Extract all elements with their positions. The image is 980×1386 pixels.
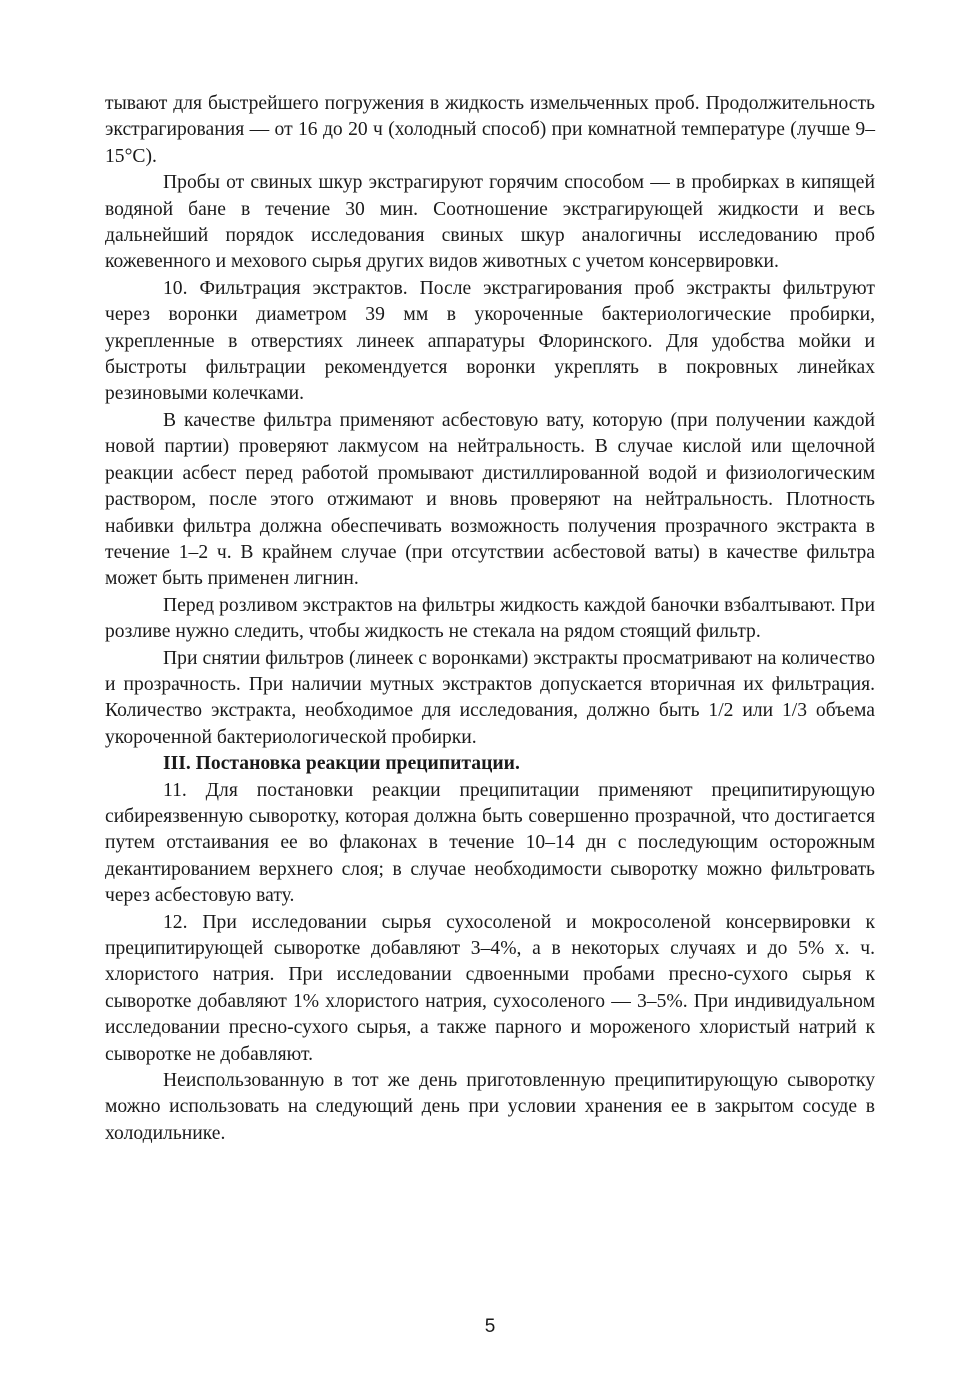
paragraph-filtration-10: 10. Фильтрация экстрактов. После экстрагирования проб экстракты фильтруют через воронки диаметром 39 мм в укороченные бактериологические пробирки, укрепленные в отверстиях линеек аппаратуры Флоринского. Для удобства мойки и быстроты фильтрации рекомендуется воронки укреплять в покровных линейках резиновыми колечками. bbox=[105, 277, 875, 405]
paragraph-filter-material: В качестве фильтра применяют асбестовую вату, которую (при получении каждой новой партии) проверяют лакмусом на нейтральность. В случае кислой или щелочной реакции асбест перед работой промывают дистиллированной водой и физиологическим раствором, после этого отжимают и вновь проверяют на нейтральность. Плотность набивки фильтра должна обеспечивать возможность получения прозрачного экстракта в течение 1–2 ч. В крайнем случае (при отсутствии асбестовой ваты) в качестве фильтра может быть применен лигнин. bbox=[105, 409, 875, 590]
paragraph-filter-removal: При снятии фильтров (линеек с воронками) экстракты просматривают на количество и прозрачность. При наличии мутных экстрактов допускается вторичная их фильтрация. Количество экстракта, необходимое для исследования, должно быть 1/2 или 1/3 объема укороченной бактериологической пробирки. bbox=[105, 647, 875, 748]
paragraph-serum-11: 11. Для постановки реакции преципитации применяют преципитирующую сибиреязвенную сыворотку, которая должна быть совершенно прозрачной, что достигается путем отстаивания ее во флаконах в течение 10–14 дн с последующим осторожным декантированием верхнего слоя; в случае необходимости сыворотку можно фильтровать через асбестовую вату. bbox=[105, 779, 875, 907]
section-heading: III. Постановка реакции преципитации. bbox=[163, 753, 520, 775]
document-page bbox=[105, 91, 875, 1147]
paragraph-unused-serum: Неиспользованную в тот же день приготовленную преципитирующую сыворотку можно использовать на следующий день при условии хранения ее в закрытом сосуде в холодильнике. bbox=[105, 1070, 875, 1144]
paragraph-pig-skins: Пробы от свиных шкур экстрагируют горячим способом — в пробирках в кипящей водяной бане в течение 30 мин. Соотношение экстрагирующей жидкости и весь дальнейший порядок исследования свиных шкур аналогичны исследованию проб кожевенного и мехового сырья других видов животных с учетом консервировки. bbox=[105, 172, 875, 273]
paragraph-continuation: тывают для быстрейшего погружения в жидкость измельченных проб. Продолжительность экстрагирования — от 16 до 20 ч (холодный способ) при комнатной температуре (лучше 9–15°С). bbox=[105, 93, 875, 167]
paragraph-pouring: Перед розливом экстрактов на фильтры жидкость каждой баночки взбалтывают. При розливе нужно следить, чтобы жидкость не стекала на рядом стоящий фильтр. bbox=[105, 594, 875, 643]
paragraph-salt-12: 12. При исследовании сырья сухосоленой и мокросоленой консервировки к преципитирующей сыворотке добавляют 3–4%, а в некоторых случаях и до 5% х. ч. хлористого натрия. При исследовании сдвоенными пробами пресно-сухого сырья к сыворотке добавляют 1% хлористого натрия, сухосоленого — 3–5%. При индивидуальном исследовании пресно-сухого сырья, а также парного и мороженого хлористый натрий к сыворотке не добавляют. bbox=[105, 911, 875, 1065]
page-number: 5 bbox=[484, 1316, 496, 1337]
